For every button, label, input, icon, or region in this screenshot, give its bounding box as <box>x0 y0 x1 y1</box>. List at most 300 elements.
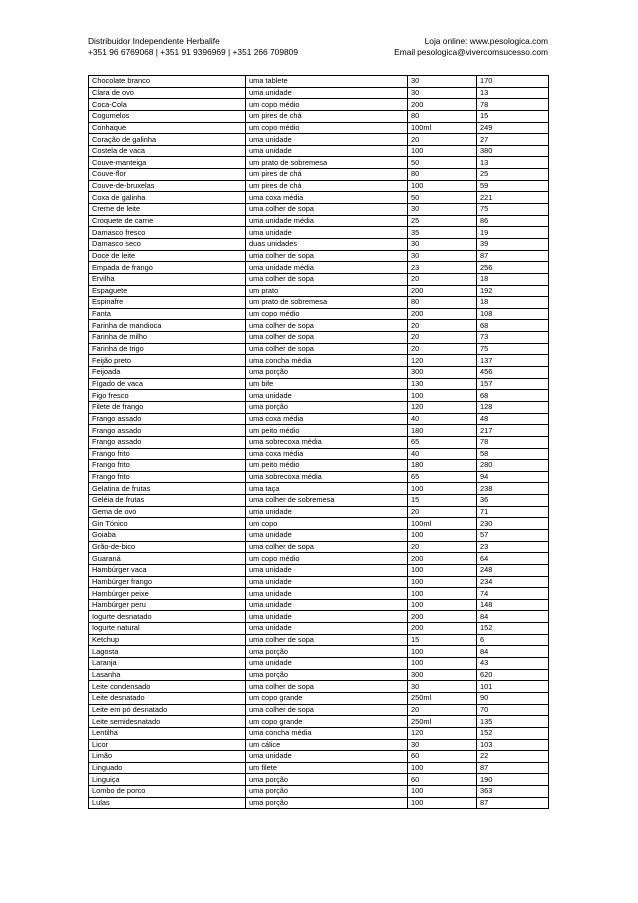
table-row <box>89 157 549 169</box>
portion-cell: um prato de sobremesa <box>246 297 408 309</box>
portion-cell: uma coxa média <box>246 192 408 204</box>
table-row <box>89 227 549 239</box>
table-row <box>89 180 549 192</box>
quantity-cell: 20 <box>408 134 477 146</box>
table-row <box>89 669 549 681</box>
table-row <box>89 320 549 332</box>
calories-cell: 59 <box>477 180 549 192</box>
table-row <box>89 355 549 367</box>
calories-cell: 456 <box>477 367 549 379</box>
food-name-cell: Damasco seco <box>89 238 246 250</box>
portion-cell: uma unidade <box>246 529 408 541</box>
portion-cell: uma colher de sopa <box>246 343 408 355</box>
food-name-cell: Hambúrger frango <box>89 576 246 588</box>
portion-cell: uma unidade <box>246 658 408 670</box>
portion-cell: um copo grande <box>246 692 408 704</box>
food-name-cell: Coxa de galinha <box>89 192 246 204</box>
quantity-cell: 300 <box>408 367 477 379</box>
table-row <box>89 192 549 204</box>
table-row <box>89 169 549 181</box>
table-row <box>89 529 549 541</box>
table-row <box>89 623 549 635</box>
calories-cell: 152 <box>477 623 549 635</box>
calories-cell: 170 <box>477 76 549 88</box>
calories-cell: 27 <box>477 134 549 146</box>
portion-cell: um copo médio <box>246 99 408 111</box>
calories-cell: 256 <box>477 262 549 274</box>
food-name-cell: Frango frito <box>89 460 246 472</box>
portion-cell: uma concha média <box>246 727 408 739</box>
quantity-cell: 30 <box>408 87 477 99</box>
portion-cell: uma porção <box>246 401 408 413</box>
quantity-cell: 100 <box>408 483 477 495</box>
table-row <box>89 76 549 88</box>
calories-cell: 74 <box>477 588 549 600</box>
portion-cell: uma porção <box>246 646 408 658</box>
table-row <box>89 716 549 728</box>
food-name-cell: Leite desnatado <box>89 692 246 704</box>
quantity-cell: 250ml <box>408 716 477 728</box>
food-name-cell: Fígado de vaca <box>89 378 246 390</box>
table-row <box>89 576 549 588</box>
food-name-cell: Doce de leite <box>89 250 246 262</box>
table-row <box>89 751 549 763</box>
table-row <box>89 588 549 600</box>
quantity-cell: 30 <box>408 250 477 262</box>
calories-cell: 73 <box>477 332 549 344</box>
table-row <box>89 774 549 786</box>
portion-cell: uma colher de sobremesa <box>246 495 408 507</box>
table-row <box>89 448 549 460</box>
calories-cell: 230 <box>477 518 549 530</box>
quantity-cell: 65 <box>408 436 477 448</box>
calories-cell: 192 <box>477 285 549 297</box>
portion-cell: uma tablete <box>246 76 408 88</box>
food-name-cell: Leite em pó desnatado <box>89 704 246 716</box>
table-row <box>89 343 549 355</box>
table-row <box>89 786 549 798</box>
online-store-text: Loja online: www.pesologica.com <box>424 36 548 46</box>
quantity-cell: 20 <box>408 332 477 344</box>
table-row <box>89 285 549 297</box>
food-name-cell: Empada de frango <box>89 262 246 274</box>
food-name-cell: Couve-manteiga <box>89 157 246 169</box>
portion-cell: um cálice <box>246 739 408 751</box>
calories-cell: 84 <box>477 646 549 658</box>
quantity-cell: 100 <box>408 564 477 576</box>
calories-cell: 75 <box>477 204 549 216</box>
portion-cell: uma concha média <box>246 355 408 367</box>
quantity-cell: 100 <box>408 529 477 541</box>
calories-cell: 217 <box>477 425 549 437</box>
table-row <box>89 471 549 483</box>
quantity-cell: 180 <box>408 425 477 437</box>
quantity-cell: 50 <box>408 192 477 204</box>
portion-cell: uma unidade <box>246 134 408 146</box>
food-name-cell: Feijoada <box>89 367 246 379</box>
quantity-cell: 35 <box>408 227 477 239</box>
calories-cell: 78 <box>477 99 549 111</box>
food-name-cell: Linguado <box>89 762 246 774</box>
portion-cell: uma porção <box>246 797 408 809</box>
table-row <box>89 658 549 670</box>
contact-info <box>394 36 548 58</box>
food-name-cell: Limão <box>89 751 246 763</box>
calories-cell: 22 <box>477 751 549 763</box>
food-name-cell: Guaraná <box>89 553 246 565</box>
calories-cell: 87 <box>477 762 549 774</box>
table-row <box>89 436 549 448</box>
calories-cell: 238 <box>477 483 549 495</box>
table-row <box>89 797 549 809</box>
calories-cell: 13 <box>477 87 549 99</box>
calories-cell: 280 <box>477 460 549 472</box>
food-name-cell: Leite condensado <box>89 681 246 693</box>
table-row <box>89 739 549 751</box>
food-name-cell: Feijão preto <box>89 355 246 367</box>
quantity-cell: 30 <box>408 681 477 693</box>
food-name-cell: Iogurte desnatado <box>89 611 246 623</box>
calories-cell: 86 <box>477 215 549 227</box>
table-row <box>89 308 549 320</box>
table-row <box>89 762 549 774</box>
portion-cell: uma unidade <box>246 751 408 763</box>
portion-cell: um copo <box>246 518 408 530</box>
calories-cell: 48 <box>477 413 549 425</box>
table-row <box>89 262 549 274</box>
calories-cell: 234 <box>477 576 549 588</box>
table-row <box>89 506 549 518</box>
calories-cell: 103 <box>477 739 549 751</box>
portion-cell: uma colher de sopa <box>246 273 408 285</box>
portion-cell: uma colher de sopa <box>246 704 408 716</box>
quantity-cell: 80 <box>408 110 477 122</box>
table-row <box>89 204 549 216</box>
food-name-cell: Damasco fresco <box>89 227 246 239</box>
food-name-cell: Croquete de carne <box>89 215 246 227</box>
table-row <box>89 681 549 693</box>
table-row <box>89 145 549 157</box>
table-row <box>89 87 549 99</box>
portion-cell: uma unidade <box>246 506 408 518</box>
calories-cell: 221 <box>477 192 549 204</box>
table-row <box>89 495 549 507</box>
quantity-cell: 100 <box>408 145 477 157</box>
quantity-cell: 80 <box>408 169 477 181</box>
calories-cell: 64 <box>477 553 549 565</box>
quantity-cell: 40 <box>408 448 477 460</box>
calories-cell: 94 <box>477 471 549 483</box>
email-value: pesologica@vivercomsucesso.com <box>417 47 548 57</box>
portion-cell: um pires de chá <box>246 169 408 181</box>
food-name-cell: Chocolate branco <box>89 76 246 88</box>
food-name-cell: Leite semidesnatado <box>89 716 246 728</box>
portion-cell: uma coxa média <box>246 448 408 460</box>
food-name-cell: Cogumelos <box>89 110 246 122</box>
food-name-cell: Costela de vaca <box>89 145 246 157</box>
quantity-cell: 30 <box>408 76 477 88</box>
food-name-cell: Laranja <box>89 658 246 670</box>
calories-cell: 148 <box>477 599 549 611</box>
table-row <box>89 401 549 413</box>
portion-cell: uma unidade <box>246 87 408 99</box>
calories-cell: 90 <box>477 692 549 704</box>
portion-cell: uma unidade <box>246 145 408 157</box>
quantity-cell: 100ml <box>408 122 477 134</box>
quantity-cell: 100ml <box>408 518 477 530</box>
table-row <box>89 110 549 122</box>
portion-cell: uma unidade <box>246 390 408 402</box>
calories-cell: 87 <box>477 797 549 809</box>
calories-cell: 135 <box>477 716 549 728</box>
calories-cell: 152 <box>477 727 549 739</box>
calories-cell: 68 <box>477 320 549 332</box>
table-row <box>89 413 549 425</box>
quantity-cell: 60 <box>408 751 477 763</box>
quantity-cell: 100 <box>408 390 477 402</box>
quantity-cell: 60 <box>408 774 477 786</box>
portion-cell: uma unidade <box>246 623 408 635</box>
portion-cell: duas unidades <box>246 238 408 250</box>
calories-cell: 78 <box>477 436 549 448</box>
quantity-cell: 20 <box>408 541 477 553</box>
food-name-cell: Conhaque <box>89 122 246 134</box>
calories-cell: 108 <box>477 308 549 320</box>
quantity-cell: 20 <box>408 320 477 332</box>
food-name-cell: Frango assado <box>89 425 246 437</box>
calories-cell: 43 <box>477 658 549 670</box>
quantity-cell: 25 <box>408 215 477 227</box>
food-name-cell: Grão-de-bico <box>89 541 246 553</box>
quantity-cell: 100 <box>408 762 477 774</box>
portion-cell: uma colher de sopa <box>246 320 408 332</box>
portion-cell: uma unidade média <box>246 215 408 227</box>
food-name-cell: Farinha de mandioca <box>89 320 246 332</box>
quantity-cell: 200 <box>408 611 477 623</box>
quantity-cell: 300 <box>408 669 477 681</box>
food-name-cell: Farinha de trigo <box>89 343 246 355</box>
table-row <box>89 122 549 134</box>
food-name-cell: Lombo de porco <box>89 786 246 798</box>
table-row <box>89 553 549 565</box>
portion-cell: um prato de sobremesa <box>246 157 408 169</box>
calories-cell: 84 <box>477 611 549 623</box>
calorie-table-body <box>89 76 549 809</box>
calories-cell: 68 <box>477 390 549 402</box>
calories-cell: 70 <box>477 704 549 716</box>
quantity-cell: 200 <box>408 623 477 635</box>
food-name-cell: Iogurte natural <box>89 623 246 635</box>
calories-cell: 75 <box>477 343 549 355</box>
calories-cell: 19 <box>477 227 549 239</box>
calories-cell: 58 <box>477 448 549 460</box>
food-name-cell: Frango frito <box>89 448 246 460</box>
quantity-cell: 120 <box>408 401 477 413</box>
food-name-cell: Lentilha <box>89 727 246 739</box>
quantity-cell: 100 <box>408 599 477 611</box>
quantity-cell: 100 <box>408 658 477 670</box>
portion-cell: uma unidade <box>246 588 408 600</box>
food-name-cell: Espinafre <box>89 297 246 309</box>
table-row <box>89 634 549 646</box>
calories-cell: 380 <box>477 145 549 157</box>
food-name-cell: Geléia de frutas <box>89 495 246 507</box>
table-row <box>89 297 549 309</box>
calories-cell: 23 <box>477 541 549 553</box>
quantity-cell: 200 <box>408 308 477 320</box>
food-name-cell: Hambúrger vaca <box>89 564 246 576</box>
table-row <box>89 704 549 716</box>
email-line <box>394 47 548 58</box>
table-row <box>89 378 549 390</box>
quantity-cell: 100 <box>408 576 477 588</box>
portion-cell: uma unidade <box>246 611 408 623</box>
page-header <box>88 36 548 60</box>
quantity-cell: 23 <box>408 262 477 274</box>
quantity-cell: 50 <box>408 157 477 169</box>
food-name-cell: Gema de ovo <box>89 506 246 518</box>
portion-cell: uma colher de sopa <box>246 541 408 553</box>
portion-cell: uma colher de sopa <box>246 634 408 646</box>
table-row <box>89 238 549 250</box>
distributor-title: Distribuidor Independente Herbalife <box>88 36 220 46</box>
quantity-cell: 200 <box>408 99 477 111</box>
calories-cell: 101 <box>477 681 549 693</box>
portion-cell: uma porção <box>246 367 408 379</box>
food-name-cell: Frango assado <box>89 413 246 425</box>
calorie-table <box>88 75 549 809</box>
food-name-cell: Ketchup <box>89 634 246 646</box>
table-row <box>89 599 549 611</box>
table-row <box>89 425 549 437</box>
food-name-cell: Coração de galinha <box>89 134 246 146</box>
food-name-cell: Frango assado <box>89 436 246 448</box>
quantity-cell: 120 <box>408 355 477 367</box>
table-row <box>89 390 549 402</box>
food-name-cell: Creme de leite <box>89 204 246 216</box>
quantity-cell: 100 <box>408 180 477 192</box>
quantity-cell: 20 <box>408 704 477 716</box>
calories-cell: 39 <box>477 238 549 250</box>
quantity-cell: 30 <box>408 204 477 216</box>
food-name-cell: Ervilha <box>89 273 246 285</box>
food-name-cell: Filete de frango <box>89 401 246 413</box>
portion-cell: um copo grande <box>246 716 408 728</box>
calories-cell: 57 <box>477 529 549 541</box>
portion-cell: um pires de chá <box>246 180 408 192</box>
table-row <box>89 483 549 495</box>
food-name-cell: Figo fresco <box>89 390 246 402</box>
food-name-cell: Clara de ovo <box>89 87 246 99</box>
portion-cell: uma unidade <box>246 227 408 239</box>
quantity-cell: 100 <box>408 646 477 658</box>
table-row <box>89 250 549 262</box>
table-row <box>89 564 549 576</box>
portion-cell: uma sobrecoxa média <box>246 436 408 448</box>
portion-cell: uma unidade média <box>246 262 408 274</box>
quantity-cell: 30 <box>408 739 477 751</box>
table-row <box>89 541 549 553</box>
table-row <box>89 332 549 344</box>
quantity-cell: 200 <box>408 553 477 565</box>
distributor-phones: +351 96 6769068 | +351 91 9396969 | +351 266 709809 <box>88 47 298 57</box>
quantity-cell: 30 <box>408 238 477 250</box>
table-row <box>89 215 549 227</box>
portion-cell: um copo médio <box>246 122 408 134</box>
quantity-cell: 200 <box>408 285 477 297</box>
portion-cell: um copo médio <box>246 553 408 565</box>
food-name-cell: Gin Tónico <box>89 518 246 530</box>
portion-cell: uma colher de sopa <box>246 204 408 216</box>
table-row <box>89 727 549 739</box>
calories-cell: 15 <box>477 110 549 122</box>
calories-cell: 249 <box>477 122 549 134</box>
food-name-cell: Linguiça <box>89 774 246 786</box>
quantity-cell: 130 <box>408 378 477 390</box>
portion-cell: uma colher de sopa <box>246 681 408 693</box>
quantity-cell: 120 <box>408 727 477 739</box>
calories-cell: 18 <box>477 297 549 309</box>
quantity-cell: 40 <box>408 413 477 425</box>
quantity-cell: 250ml <box>408 692 477 704</box>
table-row <box>89 611 549 623</box>
food-name-cell: Licor <box>89 739 246 751</box>
portion-cell: um peito médio <box>246 425 408 437</box>
food-name-cell: Coca-Cola <box>89 99 246 111</box>
food-name-cell: Farinha de milho <box>89 332 246 344</box>
quantity-cell: 15 <box>408 495 477 507</box>
portion-cell: um filete <box>246 762 408 774</box>
quantity-cell: 180 <box>408 460 477 472</box>
quantity-cell: 65 <box>408 471 477 483</box>
food-name-cell: Hambúrger peru <box>89 599 246 611</box>
food-name-cell: Lasanha <box>89 669 246 681</box>
table-row <box>89 134 549 146</box>
table-row <box>89 367 549 379</box>
calories-cell: 190 <box>477 774 549 786</box>
table-row <box>89 518 549 530</box>
portion-cell: um pires de chá <box>246 110 408 122</box>
food-name-cell: Lagosta <box>89 646 246 658</box>
portion-cell: uma unidade <box>246 564 408 576</box>
portion-cell: um peito médio <box>246 460 408 472</box>
food-name-cell: Espaguete <box>89 285 246 297</box>
calories-cell: 13 <box>477 157 549 169</box>
portion-cell: uma unidade <box>246 599 408 611</box>
portion-cell: um bife <box>246 378 408 390</box>
table-row <box>89 692 549 704</box>
quantity-cell: 80 <box>408 297 477 309</box>
calories-cell: 36 <box>477 495 549 507</box>
quantity-cell: 100 <box>408 588 477 600</box>
calories-cell: 248 <box>477 564 549 576</box>
table-row <box>89 646 549 658</box>
calories-cell: 87 <box>477 250 549 262</box>
portion-cell: uma sobrecoxa média <box>246 471 408 483</box>
portion-cell: uma porção <box>246 774 408 786</box>
quantity-cell: 15 <box>408 634 477 646</box>
table-row <box>89 273 549 285</box>
calories-cell: 157 <box>477 378 549 390</box>
email-label: Email <box>394 47 416 57</box>
portion-cell: uma porção <box>246 669 408 681</box>
quantity-cell: 100 <box>408 797 477 809</box>
portion-cell: uma colher de sopa <box>246 332 408 344</box>
food-name-cell: Frango frito <box>89 471 246 483</box>
quantity-cell: 100 <box>408 786 477 798</box>
portion-cell: uma unidade <box>246 576 408 588</box>
food-name-cell: Couve-flor <box>89 169 246 181</box>
